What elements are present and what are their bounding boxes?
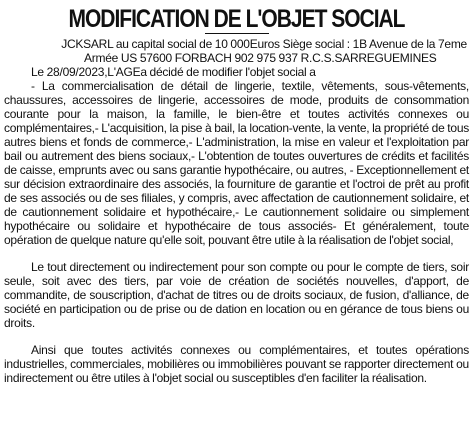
company-line-2: Armée US 57600 FORBACH 902 975 937 R.C.S.SARREGUEMINES bbox=[84, 51, 437, 65]
paragraph-3: Ainsi que toutes activités connexes ou complémentaires, et toutes opérations industrielles, commerciales, mobilières ou immobilières pouvant se rapporter directement ou indirectement ou être utiles à l'objet social ou susceptibles d'en faciliter la réalisation. bbox=[4, 343, 469, 385]
paragraph-2: Le tout directement ou indirectement pour son compte ou pour le compte de tiers, soir seule, soit avec des tiers, par voie de création de sociétés nouvelles, d'apport, de commandite, de souscription, d'achat de titres ou de droits sociaux, de fusion, d'alliance, de société en participation ou de prise ou de dation en location ou en gérance de tous biens ou droits. bbox=[4, 260, 469, 330]
notice-title: MODIFICATION DE L'OBJET SOCIAL bbox=[68, 5, 405, 33]
social-object-text: - La commercialisation de détail de lingerie, textile, vêtements, sous-vêtements, chaussures, accessoires de lingerie, accessoires de mode, produits de consommation courante pour la maison, la famille, le bien-être et toutes activités connexes ou complémentaires,- L'acquisition, la pise à bail, la location-vente, la vente, la propriété de tous autres biens et fonds de commerce,- L'administration, la mise en valeur et l'exploitation par bail ou autrement des biens sociaux,- L'obtention de toutes ouvertures de crédits et facilités de caisse, emprunts avec ou sans garantie hypothécaire, ou autres, - Exceptionnellement et sur décision extraordinaire des associés, la fourniture de garantie et l'octroi de prêt au profit de ses associés ou de ses filiales, y compris, avec affectation de cautionnement solidaire, et de cautionnement solidaire et hypothécaire,- Le cautionnement solidaire ou simplement hypothécaire ou solidaire et hypothécaire de tous associés- Et généralement, toute opération de quelque nature qu'elle soit, pouvant être utile à la réalisation de l'objet social, bbox=[4, 79, 469, 247]
paragraph-gap bbox=[4, 330, 469, 343]
decision-line: Le 28/09/2023,L'AGEa décidé de modifier l'objet social a bbox=[31, 65, 316, 79]
title-underline bbox=[205, 33, 269, 34]
paragraph-gap bbox=[4, 247, 469, 260]
company-line-1: JCKSARL au capital social de 10 000Euros Siège social : 1B Avenue de la 7eme bbox=[61, 37, 467, 51]
